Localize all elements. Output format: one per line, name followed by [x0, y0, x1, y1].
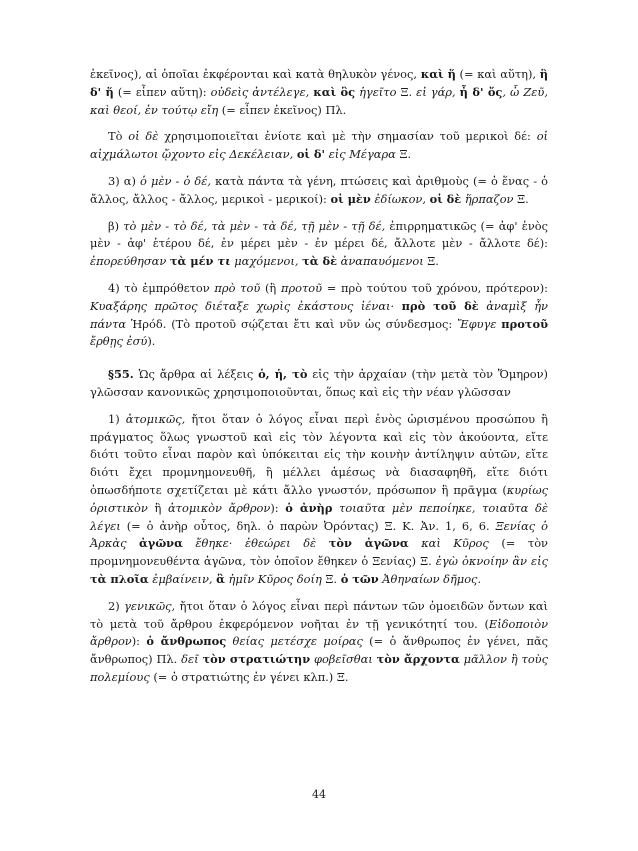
bold-text: οἱ δὲ — [429, 191, 462, 206]
paragraph — [90, 280, 548, 351]
italic-text: ἀτομικῶς, — [125, 411, 186, 426]
paragraph — [90, 366, 548, 402]
italic-text: Ξενίας ὁ Ἀρκὰς — [90, 518, 548, 551]
text-run: Ξ. — [321, 571, 341, 586]
italic-text: πρὸ τοῦ — [214, 280, 261, 295]
bold-text: ἃ — [216, 571, 225, 586]
paragraph — [90, 411, 548, 589]
bold-text: καὶ ὃς — [313, 84, 356, 99]
text-run: 2) — [108, 598, 125, 613]
bold-text: ἀγῶνα — [139, 536, 183, 551]
italic-text: μᾶλλον ἢ τοὺς πολεμίους — [90, 652, 548, 684]
text-run: (= εἶπεν αὕτη): — [113, 84, 211, 99]
italic-text: προτοῦ — [280, 280, 323, 295]
italic-text: Ἔφυγε — [457, 316, 502, 331]
italic-text: ἀτομικὸν ἄρθρον — [167, 500, 271, 515]
italic-text: ἡμῖν Κῦρος δοίη — [224, 571, 322, 586]
text-run: 1) — [108, 411, 126, 426]
bold-text: ὁ τῶν — [340, 571, 379, 586]
text-run: ἤτοι ὅταν ὁ λόγος εἶναι περὶ πάντων τῶν ὁμοειδῶν ὄντων καὶ τὸ μετὰ τοῦ ἄρθρου ἐκφερόμενον νοῆται ἐν τῇ γενικότητί του. ( — [90, 598, 549, 631]
text-run: (= ὁ στρατιώτης ἐν γένει κλπ.) Ξ. — [149, 669, 349, 684]
italic-text: καὶ Κῦρος — [408, 536, 489, 551]
bold-text: οἱ μὲν — [330, 191, 371, 206]
text-run: ). — [147, 334, 156, 349]
text-run: ): — [131, 634, 147, 649]
italic-text: ἀναμὶξ ἦν πάντα — [90, 298, 548, 331]
bold-italic-text: τι — [213, 254, 231, 269]
text-run: 4) τὸ ἐμπρόθετον — [108, 280, 215, 295]
bold-text: πρὸ τοῦ δὲ — [401, 298, 479, 313]
bold-text: τὸν ἀγῶνα — [328, 536, 409, 551]
italic-text: οἱ αἰχμάλωτοι ᾤχοντο εἰς Δεκέλειαν, — [90, 129, 549, 162]
text-run: Τὸ — [108, 129, 129, 144]
text-run: β) — [108, 218, 124, 233]
bold-text: ὁ, ἡ, τὸ — [258, 367, 308, 382]
italic-text: εἰ γάρ, — [416, 84, 460, 99]
text-run: ἤτοι ὅταν ὁ λόγος εἶναι περὶ ἑνὸς ὡρισμένου προσώπου ἢ πράγματος ὅλως γνωστοῦ καὶ εἰς τὸν λέγοντα καὶ εἰς τὸν ἀκούοντα, εἴτε διότι τοῦτο εἶναι παρὸν καὶ ὑπόκειται εἰς τὴν κοινὴν ἀντίληψιν αὐτῶν, εἴτε διότι ἔχει προμνημονευθῆ, ἢ μέλλει ἀμέσως νὰ διασαφηθῆ, εἴτε διότι ὁπωσδήποτε σχετίζεται μὲ κάτι ἄλλο γνωστόν, πρόσωπον ἢ πρᾶγμα ( — [90, 411, 549, 497]
bold-text: οἱ δ' — [296, 147, 325, 162]
italic-text: ἀναπαυόμενοι — [337, 254, 424, 269]
text-run: (= τὸν προμνημονευθέντα ἀγῶνα, τὸν ὁποῖον ἔθηκεν ὁ Ξενίας) Ξ. — [90, 536, 548, 569]
bold-text: ὁ ἄνθρωπος — [146, 634, 227, 649]
text-run: Ξ. — [423, 254, 439, 269]
text-run: 3) α) — [108, 173, 141, 188]
text-run: Ξ. — [513, 191, 529, 206]
italic-text: ἐδίωκον, — [370, 191, 430, 206]
text-run: ): — [270, 500, 286, 515]
italic-text: Εἰδοποιὸν ἄρθρον — [90, 616, 548, 649]
text-run: (= ὁ ἀνὴρ οὗτος, δηλ. ὁ παρὼν Ὀρόντας) Ξ. Κ. Ἀν. 1, 6, 6. — [120, 518, 496, 533]
italic-text: οὐδεὶς ἀντέλεγε, — [210, 84, 314, 99]
text-run: (= εἶπεν ἐκεῖνος) Πλ. — [218, 102, 347, 117]
italic-text: μαχόμενοι, — [230, 254, 303, 269]
bold-text: καὶ ἥ — [420, 67, 456, 81]
italic-text: κυρίως ὁριστικὸν — [90, 482, 548, 515]
text-run: (= ὁ ἄνθρωπος ἐν γένει, πᾶς ἄνθρωπος) Πλ. — [90, 634, 549, 667]
italic-text: ἔθηκε· ἐθεώρει δὲ — [182, 536, 329, 551]
text-run: Ξ. — [395, 147, 412, 162]
text-run: Ἡρόδ. (Τὸ προτοῦ σῴζεται ἔτι καὶ νῦν ὡς σύνδεσμος: — [126, 316, 458, 331]
italic-text: ἐμβαίνειν, — [148, 571, 217, 586]
italic-text: ἡγεῖτο — [355, 84, 397, 99]
italic-text: τοιαῦτα μὲν πεποίηκε, τοιαῦτα δὲ λέγει — [90, 500, 548, 533]
text-run: κατὰ πάντα τὰ γένη, πτώσεις καὶ ἀριθμοὺς (= ὁ ἕνας - ὁ ἄλλος, ἄλλος - ἄλλος, μερικοὶ - μερικοί): — [90, 173, 548, 206]
italic-text: γενικῶς, — [124, 598, 176, 613]
italic-text: ἔρθῃς ἐσύ — [90, 334, 148, 349]
text-run: ἐπιρρηματικῶς (= ἀφ' ἑνὸς μὲν - ἀφ' ἑτέρου δέ, ἐν μέρει μὲν - ἐν μέρει δέ, ἄλλοτε μὲν - ἄλλοτε δέ): — [90, 218, 549, 251]
page-number: 44 — [312, 788, 326, 801]
italic-text: Ἀθηναίων δῆμος. — [378, 571, 482, 586]
italic-text: θείας μετέσχε μοίρας — [226, 634, 363, 649]
bold-text: ἣ δ' ἥ — [90, 67, 549, 99]
bold-text: τὸν ἄρχοντα — [376, 652, 460, 667]
bold-text: ἦ δ' ὅς — [459, 84, 503, 99]
italic-text: Κυαξάρης πρῶτος διέταξε χωρὶς ἑκάστους ἰέναι· — [90, 298, 402, 313]
text-run: = πρὸ τούτου τοῦ χρόνου, πρότερον): — [322, 280, 548, 295]
text-run: Ὡς ἄρθρα αἱ λέξεις — [133, 367, 259, 382]
paragraph — [90, 173, 548, 209]
italic-text: φοβεῖσθαι — [310, 652, 377, 667]
text-run: ἢ — [147, 500, 168, 515]
italic-text: δεῖ — [181, 652, 203, 667]
paragraph — [90, 66, 548, 119]
italic-text: ἐπορεύθησαν — [90, 254, 170, 269]
text-run: εἰς τὴν ἀρχαίαν (τὴν μετὰ τὸν Ὅμηρον) γλῶσσαν κανονικῶς χρησιμοποιοῦνται, ὅπως καὶ εἰς τὴν νέαν γλῶσσαν — [90, 367, 548, 399]
paragraph — [90, 128, 548, 164]
italic-text: οἱ δὲ — [128, 129, 159, 144]
page-body — [90, 66, 548, 696]
text-run: χρησιμοποιεῖται ἐνίοτε καὶ μὲ τὴν σημασίαν τοῦ μερικοὶ δέ: — [158, 129, 537, 144]
bold-text: τὰ μέν — [169, 254, 214, 269]
text-run: (= καὶ αὕτη), — [455, 67, 540, 81]
italic-text: ὁ μὲν - ὁ δέ, — [140, 173, 212, 188]
italic-text: ἐγὼ ὀκνοίην ἂν εἰς — [435, 554, 548, 569]
text-run: Ξ. — [396, 84, 417, 99]
text-run: ἐκεῖνος), αἱ ὁποῖαι ἐκφέρονται καὶ κατὰ θηλυκὸν γένος, — [90, 67, 421, 81]
italic-text: ἥρπαζον — [461, 191, 514, 206]
italic-text: τὸ μὲν - τὸ δέ, τὰ μὲν - τὰ δέ, τῇ μὲν - τῇ δέ, — [123, 218, 386, 233]
text-run: (ἢ — [260, 280, 281, 295]
paragraph — [90, 598, 548, 687]
bold-text: τὸν στρατιώτην — [202, 652, 311, 667]
bold-text: τὰ δὲ — [302, 254, 338, 269]
bold-text: ὁ ἀνὴρ — [285, 500, 333, 515]
bold-text: §55. — [108, 367, 134, 382]
paragraph — [90, 218, 548, 271]
italic-text: εἰς Μέγαρα — [325, 147, 396, 162]
italic-text: , ὦ Ζεῦ, καὶ θεοί, ἐν τούτῳ εἴη — [90, 84, 548, 117]
bold-text: προτοῦ — [501, 316, 548, 331]
bold-text: τὰ πλοῖα — [90, 571, 149, 586]
